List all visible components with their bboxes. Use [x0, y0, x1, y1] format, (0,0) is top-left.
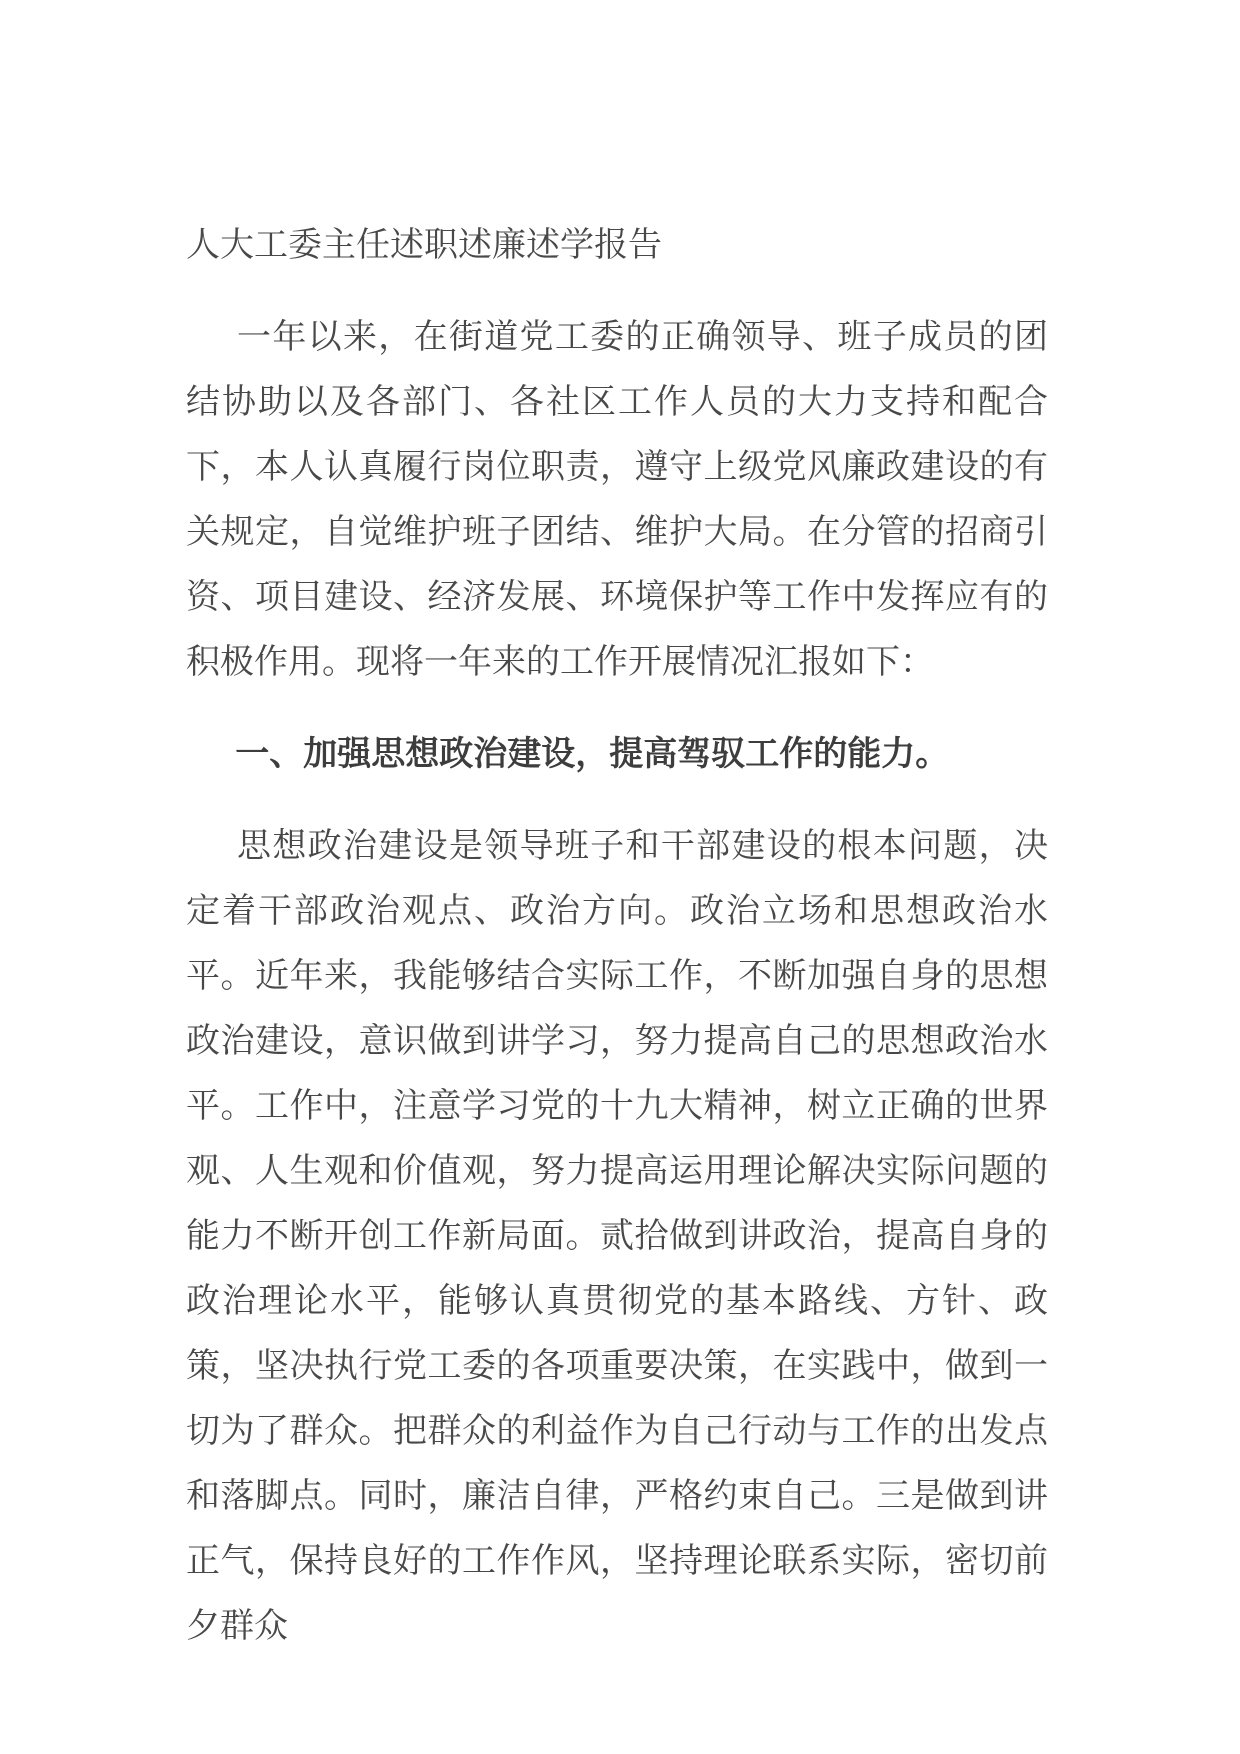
- paragraph-intro: 一年以来，在街道党工委的正确领导、班子成员的团结协助以及各部门、各社区工作人员的大力支持和配合下，本人认真履行岗位职责，遵守上级党风廉政建设的有关规定，自觉维护班子团结、维护大局。在分管的招商引资、项目建设、经济发展、环境保护等工作中发挥应有的积极作用。现将一年来的工作开展情况汇报如下：: [186, 318, 1048, 681]
- document-title: 人大工委主任述职述廉述学报告: [186, 226, 662, 264]
- paragraph-section-1-body: 思想政治建设是领导班子和干部建设的根本问题，决定着干部政治观点、政治方向。政治立场和思想政治水平。近年来，我能够结合实际工作，不断加强自身的思想政治建设，意识做到讲学习，努力提高自己的思想政治水平。工作中，注意学习党的十九大精神，树立正确的世界观、人生观和价值观，努力提高运用理论解决实际问题的能力不断开创工作新局面。贰拾做到讲政治，提高自身的政治理论水平，能够认真贯彻党的基本路线、方针、政策，坚决执行党工委的各项重要决策，在实践中，做到一切为了群众。把群众的利益作为自己行动与工作的出发点和落脚点。同时，廉洁自律，严格约束自己。三是做到讲正气，保持良好的工作作风，坚持理论联系实际，密切前夕群众: [186, 827, 1048, 1645]
- section-heading-1: 一、加强思想政治建设，提高驾驭工作的能力。: [235, 735, 950, 773]
